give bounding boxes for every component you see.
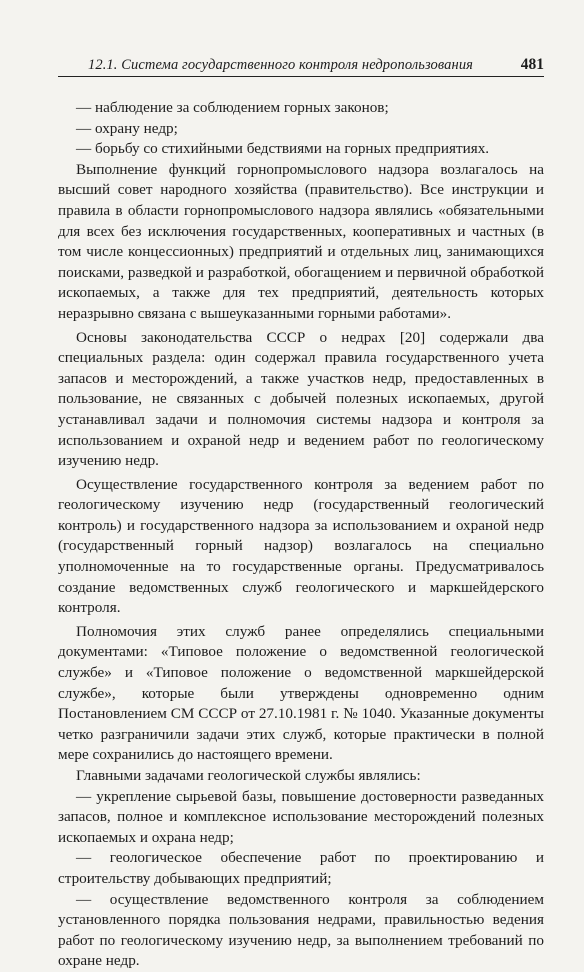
paragraph-service-powers: Полномочия этих служб ранее определялись специальными документами: «Типовое положение о ведомственной геологической службе» и «Типовое положение о ведомственной маркшейдерской службе», которые были утверждены одновременно одним Постановлением СМ СССР от 27.10.1981 г. № 1040. Указанные документы четко разграничили задачи этих служб, которые практически в полной мере сохранились до настоящего времени. bbox=[58, 622, 544, 764]
page-body bbox=[58, 98, 544, 972]
paragraph-supervision-functions: Выполнение функций горнопромыслового надзора возлагалось на высший совет народного хозяйства (правительство). Все инструкции и правила в области горнопромыслового надзора являлись «обязательными для всех без исключения государственных, кооперативных и частных (в том числе концессионных) предприятий и отдельных лиц, занимающихся поисками, разведкой и разработкой, обогащением и первичной обработкой ископаемых, а также для тех предприятий, деятельность которых неразрывно связана с вышеуказанными горными работами». bbox=[58, 160, 544, 322]
list-item-observation: — наблюдение за соблюдением горных законов; bbox=[76, 99, 389, 116]
list-item-geological-support: — геологическое обеспечение работ по проектированию и строительству добывающих предприятий; bbox=[58, 849, 544, 887]
running-title: 12.1. Система государственного контроля недропользования bbox=[88, 57, 474, 73]
list-item-departmental-control: — осуществление ведомственного контроля за соблюдением установленного порядка пользования недрами, правильностью ведения работ по геологическому изучению недр, за выполнением требований по охране недр. bbox=[58, 890, 544, 970]
paragraph-main-tasks: Главными задачами геологической службы являлись: bbox=[76, 767, 421, 784]
list-item-disasters: — борьбу со стихийными бедствиями на горных предприятиях. bbox=[76, 140, 490, 158]
paragraph-legislation-basics: Основы законодательства СССР о недрах [20] содержали два специальных раздела: один содержал правила государственного учета запасов и месторождений, а также участков недр, предоставленных в пользование, не связанных с добычей полезных ископаемых, другой устанавливал задачи и полномочия системы надзора и контроля за использованием и охраной недр и ведением работ по геологическому изучению недр. bbox=[58, 328, 544, 470]
list-item-protection: — охрану недр; bbox=[76, 119, 178, 137]
running-header bbox=[58, 56, 544, 77]
list-item-raw-materials: — укрепление сырьевой базы, повышение достоверности разведанных запасов, полное и комплексное использование месторождений полезных ископаемых и охрана недр; bbox=[58, 787, 544, 846]
paragraph-state-control: Осуществление государственного контроля за ведением работ по геологическому изучению недр (государственный геологический контроль) и государственного надзора за использованием и охраной недр (государственный горный надзор) возлагалось на специально уполномоченные на то государственные органы. Предусматривалось создание ведомственных служб геологического и маркшейдерского контроля. bbox=[58, 475, 544, 617]
page-number: 481 bbox=[520, 56, 544, 73]
